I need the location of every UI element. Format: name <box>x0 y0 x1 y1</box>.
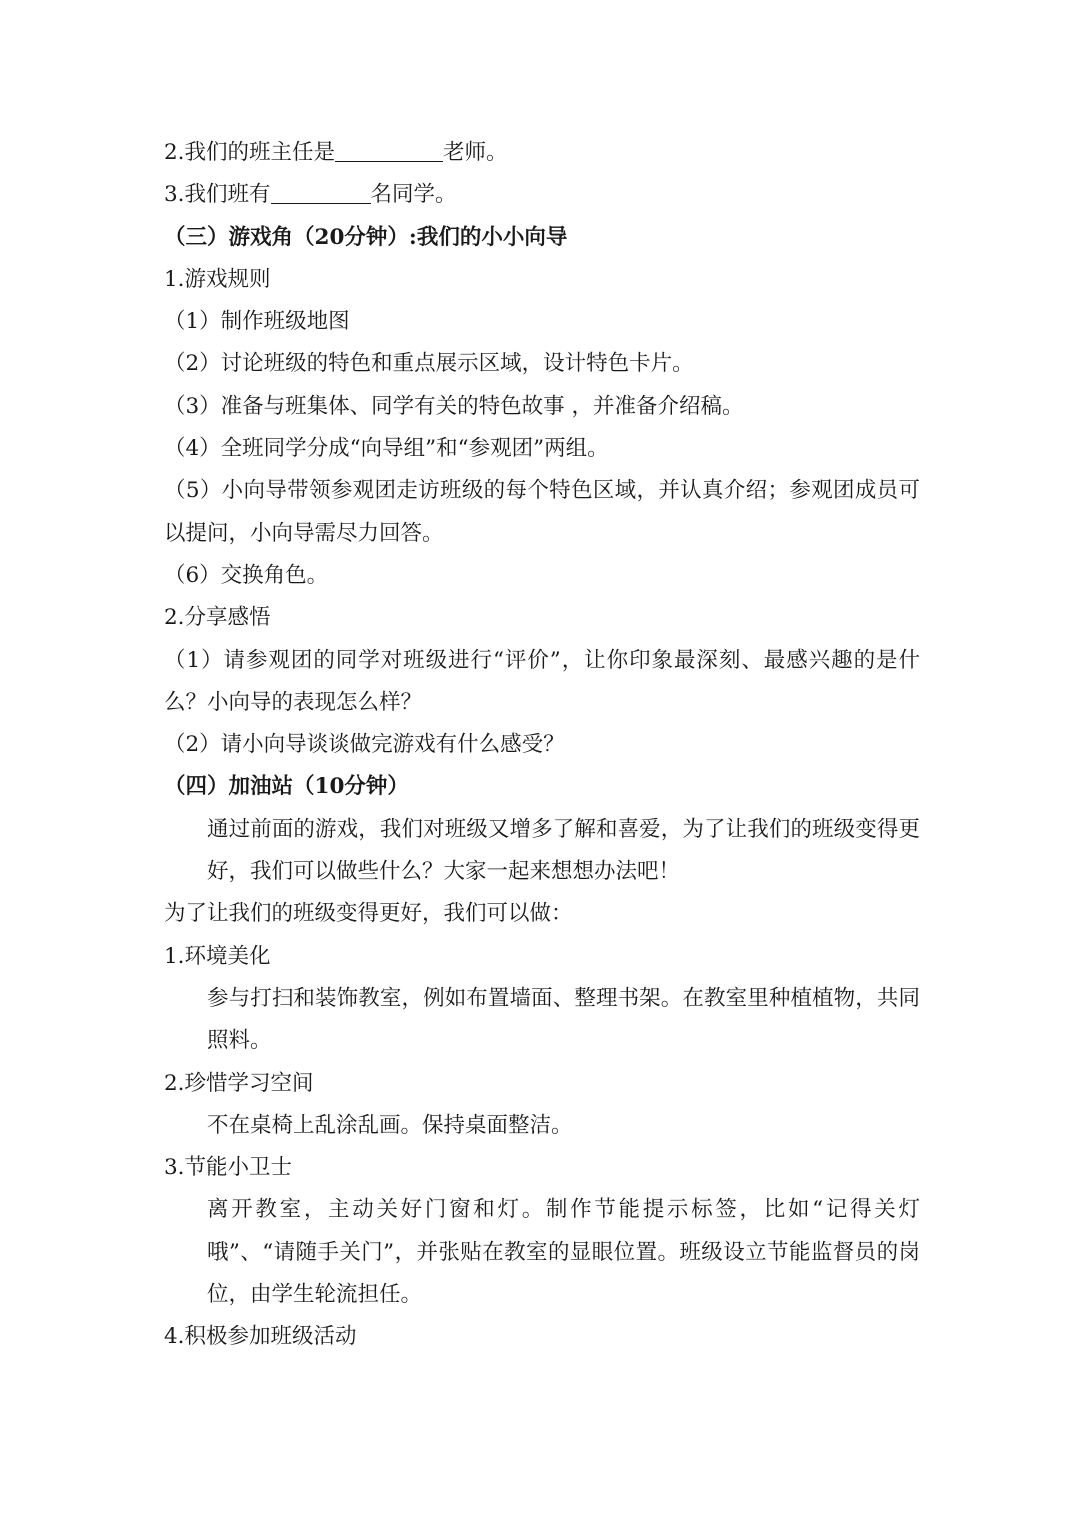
answer-blank-teacher <box>335 137 443 162</box>
section-4-heading: （四）加油站（10分钟） <box>164 774 409 800</box>
document-page <box>164 132 920 1359</box>
section-4-lead: 为了让我们的班级变得更好，我们可以做： <box>164 901 573 927</box>
section-3-heading: （三）游戏角（20分钟）:我们的小小向导 <box>164 224 568 250</box>
question-2-suffix: 老师。 <box>443 140 508 165</box>
rule-item: （1）制作班级地图 <box>164 309 350 335</box>
rule-item: （3）准备与班集体、同学有关的特色故事 ，并准备介绍稿。 <box>164 393 744 419</box>
rule-item: （2）讨论班级的特色和重点展示区域，设计特色卡片。 <box>164 351 694 377</box>
fill-in-question-2 <box>164 132 920 174</box>
item-title: 1.环境美化 <box>164 943 271 969</box>
answer-blank-students <box>271 179 371 204</box>
rule-item: （4）全班同学分成“向导组”和“参观团”两组。 <box>164 436 609 462</box>
rules-title: 1.游戏规则 <box>164 266 271 292</box>
question-3-suffix: 名同学。 <box>370 182 457 208</box>
share-item: （2）请小向导谈谈做完游戏有什么感受？ <box>164 732 565 758</box>
item-title: 4.积极参加班级活动 <box>164 1324 357 1350</box>
share-item: （1）请参观团的同学对班级进行“评价”，让你印象最深刻、最感兴趣的是什么？小向导的表现怎么样？ <box>164 647 920 715</box>
rule-item: （6）交换角色。 <box>164 562 329 588</box>
item-title: 2.珍惜学习空间 <box>164 1070 314 1096</box>
question-2-prefix: 2.我们的班主任是 <box>164 140 336 165</box>
item-title: 3.节能小卫士 <box>164 1155 293 1181</box>
item-body: 参与打扫和装饰教室，例如布置墙面、整理书架。在教室里种植植物，共同照料。 <box>207 985 920 1054</box>
question-3-prefix: 3.我们班有 <box>164 182 271 208</box>
item-body: 不在桌椅上乱涂乱画。保持桌面整洁。 <box>207 1112 573 1138</box>
fill-in-question-3 <box>164 174 920 216</box>
share-title: 2.分享感悟 <box>164 605 271 631</box>
item-body: 离开教室，主动关好门窗和灯。制作节能提示标签，比如“记得关灯哦”、“请随手关门”，并张贴在教室的显眼位置。班级设立节能监督员的岗位，由学生轮流担任。 <box>207 1197 920 1308</box>
section-4-intro: 通过前面的游戏，我们对班级又增多了解和喜爱，为了让我们的班级变得更好，我们可以做些什么？大家一起来想想办法吧！ <box>207 816 920 885</box>
rule-item: （5）小向导带领参观团走访班级的每个特色区域，并认真介绍；参观团成员可以提问，小向导需尽力回答。 <box>164 478 920 546</box>
